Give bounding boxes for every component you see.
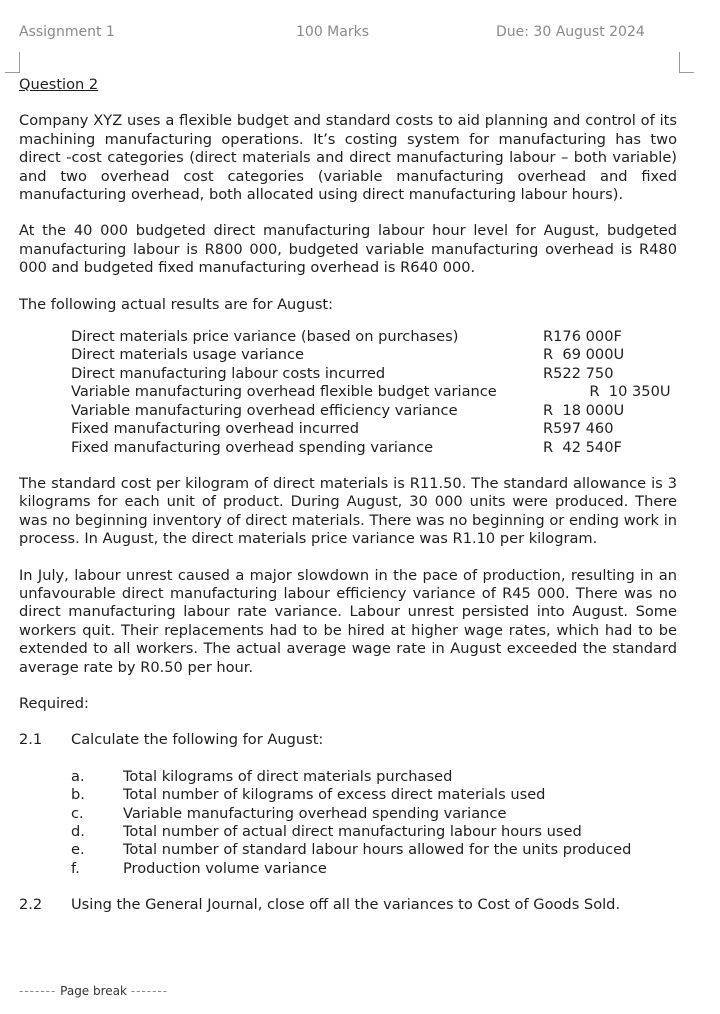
result-row <box>71 383 677 401</box>
question-title: Question 2 <box>19 76 99 93</box>
crop-mark-left <box>5 52 20 73</box>
question-text: Using the General Journal, close off all the variances to Cost of Goods Sold. <box>71 896 621 914</box>
question-2-2 <box>19 896 677 914</box>
page-break-dashes-left: ------- <box>19 984 57 998</box>
sub-question <box>71 841 677 859</box>
result-row <box>71 402 677 420</box>
header-assignment: Assignment 1 <box>19 24 115 40</box>
sub-question-letter: c. <box>71 804 84 822</box>
paragraph-labour-unrest: In July, labour unrest caused a major slowdown in the pace of production, resulting in an unfavourable direct manufacturing labour efficiency variance of R45 000. There was no direct manufacturing labour rate variance. Labour unrest persisted into August. Some workers quit. Their replacements had to be hired at higher wage rates, which had to be extended to all workers. The actual average wage rate in August exceeded the standard average rate by R0.50 per hour. <box>19 566 677 676</box>
result-value: R522 750 <box>543 364 614 382</box>
result-label: Direct materials price variance (based on purchases) <box>71 328 459 346</box>
result-label: Variable manufacturing overhead efficiency variance <box>71 401 458 419</box>
question-number: 2.2 <box>19 896 43 914</box>
sub-question-text: Total number of standard labour hours allowed for the units produced <box>123 841 632 859</box>
header-marks: 100 Marks <box>296 24 369 40</box>
result-label: Direct materials usage variance <box>71 346 304 364</box>
result-row <box>71 420 677 438</box>
sub-question-letter: f. <box>71 859 80 877</box>
sub-question <box>71 823 677 841</box>
required-heading: Required: <box>19 694 89 712</box>
question-2-1 <box>19 731 677 749</box>
sub-question-letter: e. <box>71 841 85 859</box>
document-body <box>19 76 677 915</box>
question-text: Calculate the following for August: <box>71 731 324 749</box>
sub-question-list <box>71 768 677 878</box>
sub-question-text: Production volume variance <box>123 859 327 877</box>
sub-question <box>71 860 677 878</box>
result-label: Direct manufacturing labour costs incurred <box>71 364 386 382</box>
page-break-marker <box>19 984 168 998</box>
crop-mark-right <box>679 52 694 73</box>
result-label: Fixed manufacturing overhead incurred <box>71 420 359 438</box>
result-value: R597 460 <box>543 420 614 438</box>
sub-question-letter: b. <box>71 786 85 804</box>
header-due-date: Due: 30 August 2024 <box>496 24 645 40</box>
sub-question-letter: d. <box>71 823 85 840</box>
result-row <box>71 365 677 383</box>
sub-question <box>71 805 677 823</box>
question-number: 2.1 <box>19 731 43 749</box>
result-value: R 69 000U <box>543 346 625 364</box>
result-row <box>71 328 677 346</box>
paragraph-budget: At the 40 000 budgeted direct manufacturing labour hour level for August, budgeted manufacturing labour is R800 000, budgeted variable manufacturing overhead is R480 000 and budgeted fixed manufacturing overhead is R640 000. <box>19 222 677 277</box>
sub-question-text: Total kilograms of direct materials purchased <box>123 767 453 785</box>
paragraph-results-intro: The following actual results are for August: <box>19 295 334 313</box>
result-value: R176 000F <box>543 328 622 346</box>
paragraph-intro: Company XYZ uses a flexible budget and standard costs to aid planning and control of its machining manufacturing operations. It’s costing system for manufacturing has two direct -cost categories (direct materials and direct manufacturing labour – both variable) and two overhead cost categories (variable manufacturing overhead and fixed manufacturing overhead, both allocated using direct manufacturing labour hours). <box>19 112 677 204</box>
result-row <box>71 439 677 457</box>
page-break-dashes-right: ------- <box>130 984 169 998</box>
page-break-label: Page break <box>60 984 127 998</box>
result-value: R 42 540F <box>543 438 622 456</box>
sub-question <box>71 786 677 804</box>
actual-results-list <box>71 328 677 457</box>
result-value: R 10 350U <box>543 383 671 401</box>
sub-question <box>71 768 677 786</box>
sub-question-text: Total number of kilograms of excess direct materials used <box>123 786 546 804</box>
result-row <box>71 346 677 364</box>
sub-question-letter: a. <box>71 767 85 785</box>
sub-question-text: Variable manufacturing overhead spending variance <box>123 804 507 822</box>
sub-question-text: Total number of actual direct manufacturing labour hours used <box>123 823 582 840</box>
paragraph-standard-cost: The standard cost per kilogram of direct materials is R11.50. The standard allowance is 3 kilograms for each unit of product. During August, 30 000 units were produced. There was no beginning inventory of direct materials. There was no beginning or ending work in process. In August, the direct materials price variance was R1.10 per kilogram. <box>19 474 677 548</box>
result-label: Fixed manufacturing overhead spending variance <box>71 438 434 456</box>
result-value: R 18 000U <box>543 401 625 419</box>
result-label: Variable manufacturing overhead flexible budget variance <box>71 383 497 401</box>
